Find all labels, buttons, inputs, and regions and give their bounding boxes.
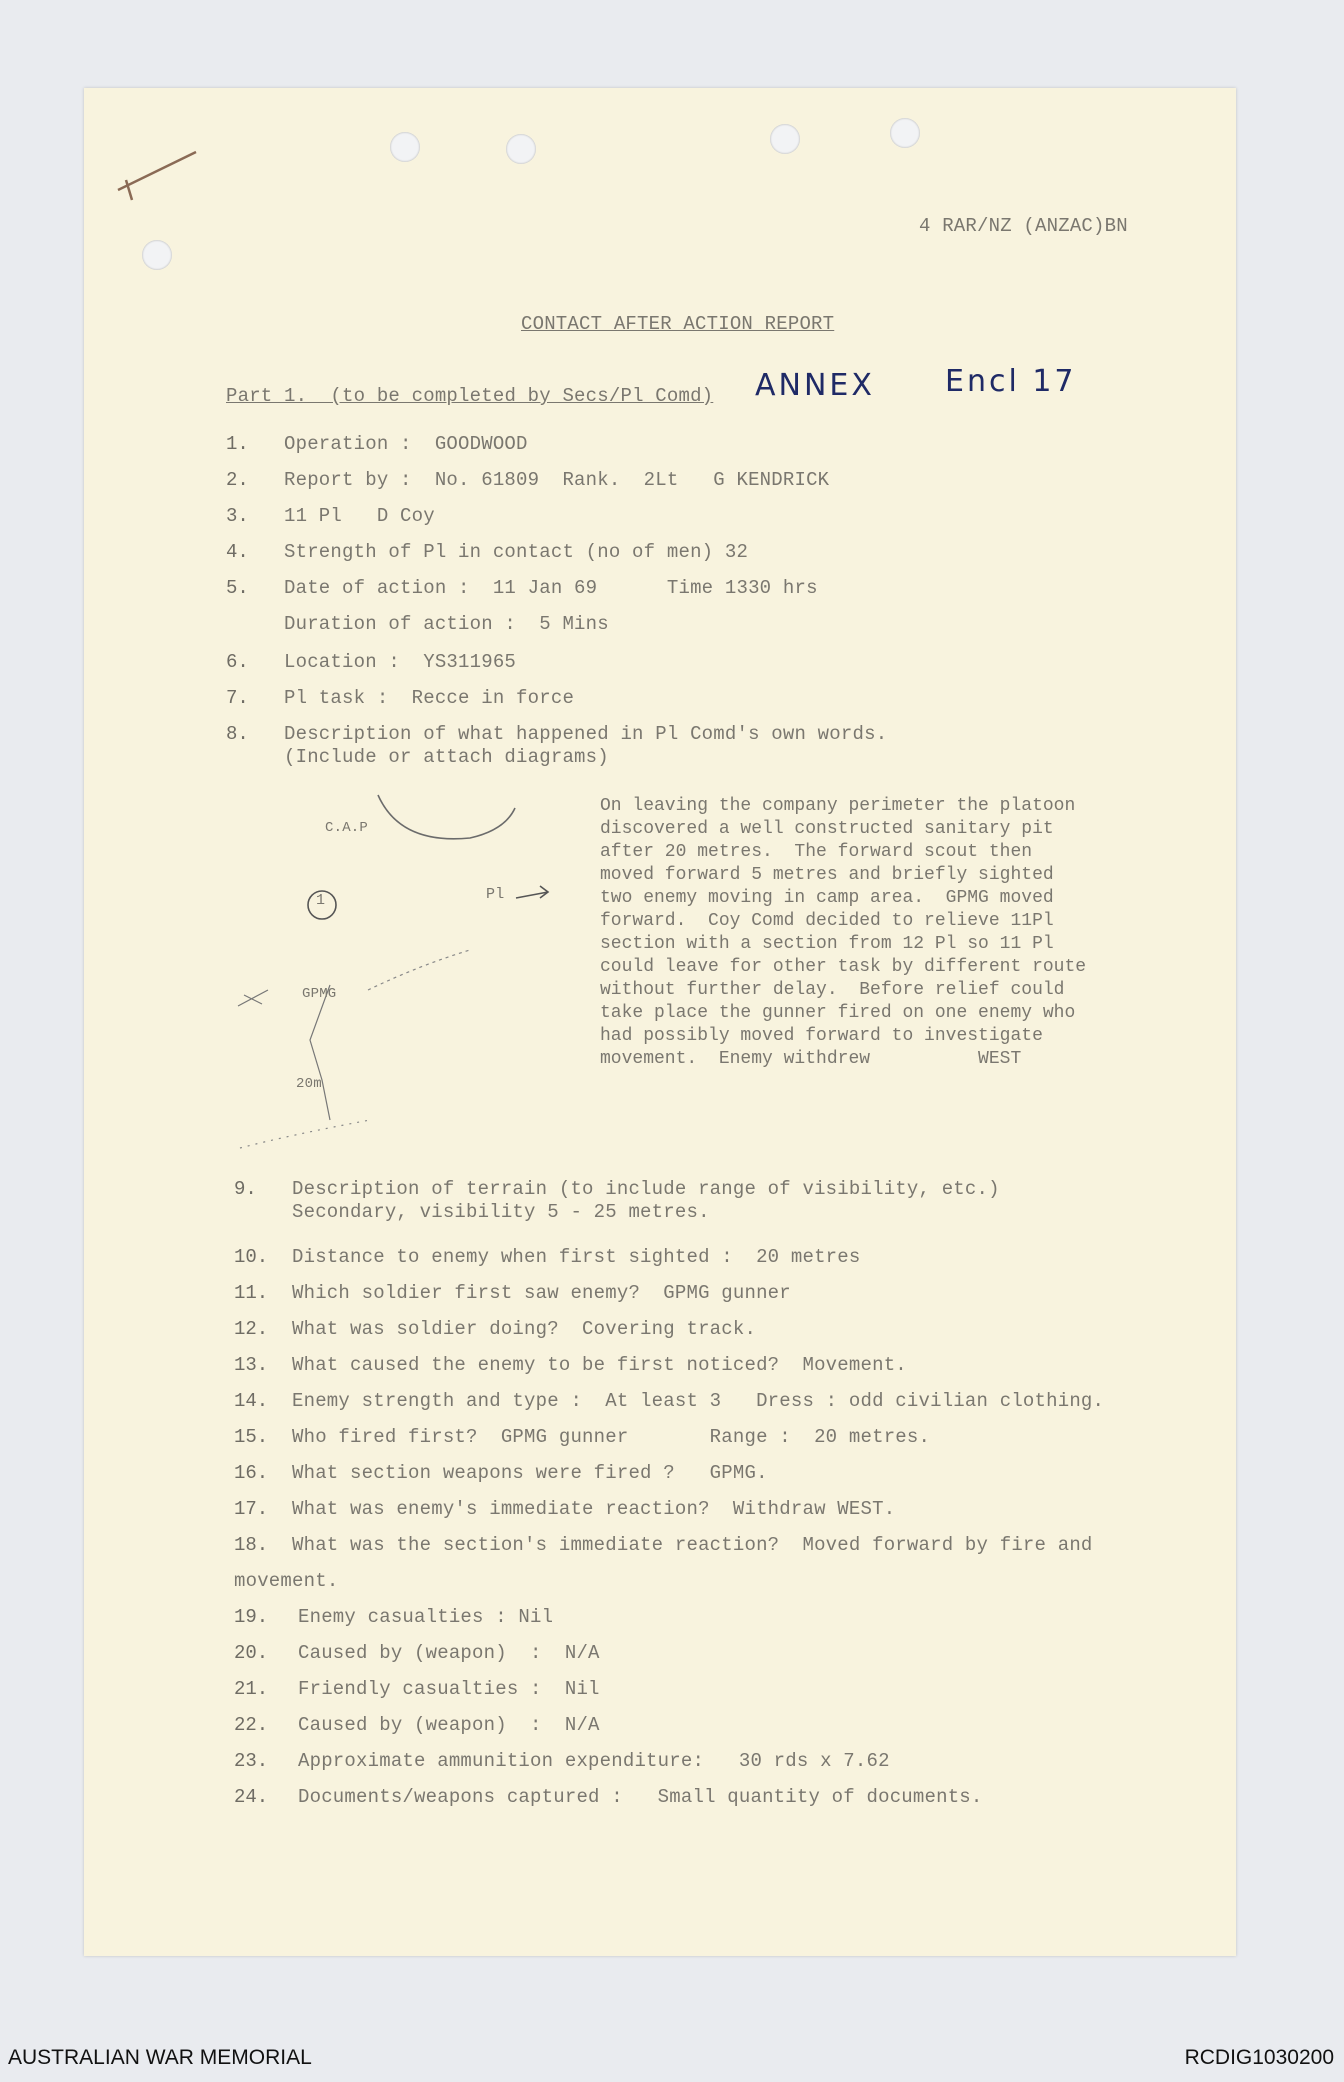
- item-number: 4.: [226, 541, 249, 563]
- sketch-label-scale: 20m: [296, 1076, 322, 1092]
- item-text: Pl task : Recce in force: [284, 687, 575, 709]
- item-text: Location : YS311965: [284, 651, 517, 673]
- item-number: 16.: [234, 1462, 269, 1484]
- item-number: 2.: [226, 469, 249, 491]
- item-text: Description of terrain (to include range of visibility, etc.) Secondary, visibility 5 - 25 metres.: [292, 1178, 1000, 1223]
- item-number: 11.: [234, 1282, 269, 1304]
- report-title: CONTACT AFTER ACTION REPORT: [521, 313, 835, 335]
- item-number: 18.: [234, 1534, 269, 1556]
- item-text: Enemy casualties : Nil: [298, 1606, 554, 1628]
- item-text: Caused by (weapon) : N/A: [298, 1714, 600, 1736]
- item-text: Date of action : 11 Jan 69 Time 1330 hrs: [284, 577, 818, 599]
- item-text: What section weapons were fired ? GPMG.: [292, 1462, 768, 1484]
- sketch-label-camp: C.A.P: [325, 820, 369, 836]
- item-text: Distance to enemy when first sighted : 20 metres: [292, 1246, 861, 1268]
- item-text: Approximate ammunition expenditure: 30 rds x 7.62: [298, 1750, 890, 1772]
- sketch-label-pl: Pl: [486, 886, 505, 903]
- item-text: What was enemy's immediate reaction? Withdraw WEST.: [292, 1498, 896, 1520]
- item-number: 10.: [234, 1246, 269, 1268]
- part-heading: Part 1. (to be completed by Secs/Pl Comd): [226, 385, 714, 407]
- annex-annotation: ANNEX: [755, 368, 875, 403]
- enclosure-annotation: Encl 17: [945, 364, 1077, 399]
- footer-id: RCDIG1030200: [1184, 2046, 1334, 2069]
- item-number: 19.: [234, 1606, 269, 1628]
- item-text: 11 Pl D Coy: [284, 505, 435, 527]
- item-number: 21.: [234, 1678, 269, 1700]
- item-number: 9.: [234, 1178, 257, 1200]
- item-text: What was the section's immediate reaction? Moved forward by fire and: [292, 1534, 1093, 1556]
- item-number: 23.: [234, 1750, 269, 1772]
- item-text: Duration of action : 5 Mins: [284, 613, 609, 635]
- item-number: 14.: [234, 1390, 269, 1412]
- sketch-label-gpmg: GPMG: [302, 986, 337, 1002]
- item-text: Enemy strength and type : At least 3 Dress : odd civilian clothing.: [292, 1390, 1105, 1412]
- item-text: What was soldier doing? Covering track.: [292, 1318, 757, 1340]
- item-text: Strength of Pl in contact (no of men) 32: [284, 541, 749, 563]
- narrative-paragraph: On leaving the company perimeter the platoon discovered a well constructed sanitary pit after 20 metres. The forward scout then moved forward 5 metres and briefly sighted two enemy moving in camp area. GPMG moved forward. Coy Comd decided to relieve 11Pl section with a section from 12 Pl so 11 Pl could leave for other task by different route without further delay. Before relief could take place the gunner fired on one enemy who had possibly moved forward to investigate movement. Enemy withdrew WEST: [600, 796, 1087, 1069]
- item-text: Caused by (weapon) : N/A: [298, 1642, 600, 1664]
- item-number: 6.: [226, 651, 249, 673]
- item-text: Documents/weapons captured : Small quantity of documents.: [298, 1786, 983, 1808]
- item-number: 17.: [234, 1498, 269, 1520]
- item-text: Description of what happened in Pl Comd's own words. (Include or attach diagrams): [284, 723, 888, 768]
- item-number: 5.: [226, 577, 249, 599]
- item-text: Friendly casualties : Nil: [298, 1678, 600, 1700]
- footer-source: AUSTRALIAN WAR MEMORIAL: [8, 2046, 312, 2069]
- item-number: 24.: [234, 1786, 269, 1808]
- item-text: Operation : GOODWOOD: [284, 433, 528, 455]
- item-number: 15.: [234, 1426, 269, 1448]
- arrow-icon: [516, 886, 548, 898]
- item-text: Which soldier first saw enemy? GPMG gunner: [292, 1282, 791, 1304]
- item-text: Report by : No. 61809 Rank. 2Lt G KENDRICK: [284, 469, 830, 491]
- item-number: 12.: [234, 1318, 269, 1340]
- item-number: 13.: [234, 1354, 269, 1376]
- item-number: 22.: [234, 1714, 269, 1736]
- sketch-label-circle: 1: [316, 892, 326, 909]
- item-number: 1.: [226, 433, 249, 455]
- item-number: 8.: [226, 723, 249, 745]
- unit-header: 4 RAR/NZ (ANZAC)BN: [919, 215, 1128, 237]
- item-number: 20.: [234, 1642, 269, 1664]
- item-number: 7.: [226, 687, 249, 709]
- item-text: movement.: [234, 1570, 339, 1592]
- item-number: 3.: [226, 505, 249, 527]
- item-text: Who fired first? GPMG gunner Range : 20 metres.: [292, 1426, 931, 1448]
- item-text: What caused the enemy to be first noticed? Movement.: [292, 1354, 907, 1376]
